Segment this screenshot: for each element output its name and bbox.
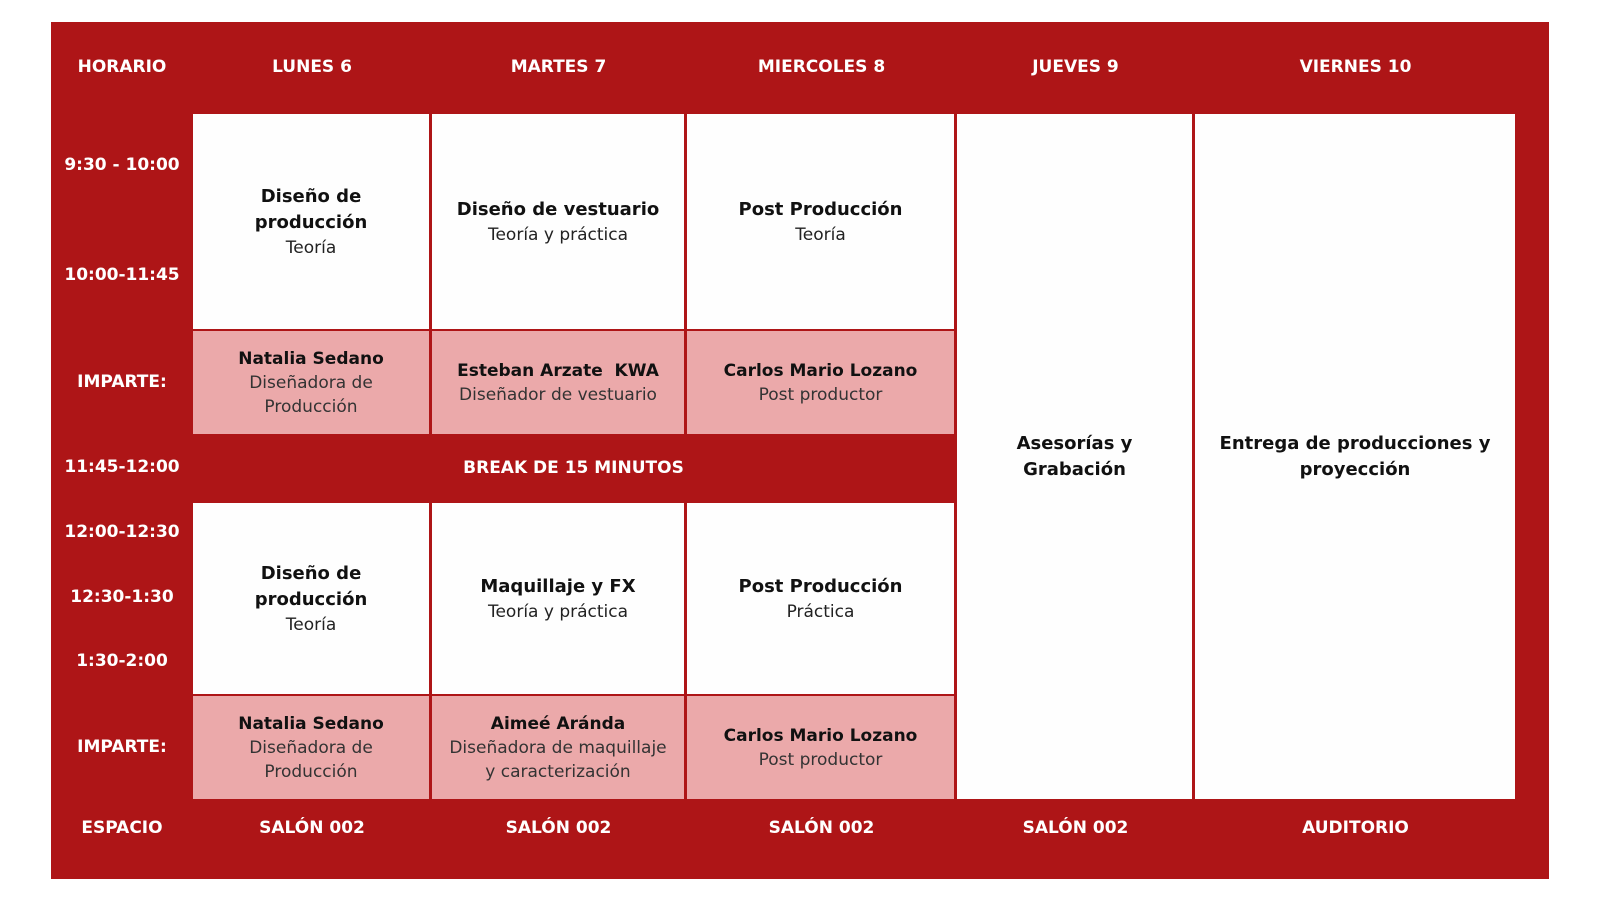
session-wednesday-morning [687, 114, 954, 329]
instructor-wednesday-morning [687, 331, 954, 434]
instructor-tuesday-afternoon [432, 696, 684, 799]
session-title: Post Producción [738, 575, 903, 597]
session-title: Post Producción [738, 198, 903, 220]
instructor-monday-morning [193, 331, 429, 434]
instructor-name: Aimeé Aránda [490, 713, 626, 734]
instructor-role: Diseñadora de maquillaje y caracterización [449, 737, 667, 782]
instructor-monday-afternoon [193, 696, 429, 799]
instructor-name: Natalia Sedano [238, 713, 384, 734]
imparte-label-morning: IMPARTE: [77, 372, 167, 392]
header-horario: HORARIO [77, 57, 167, 77]
instructor-role: Post productor [758, 749, 883, 770]
schedule-board [51, 22, 1549, 879]
session-subtitle: Teoría [285, 614, 337, 635]
imparte-label-afternoon: IMPARTE: [77, 737, 167, 757]
instructor-role: Diseñadora de Producción [249, 372, 373, 417]
session-tuesday-morning [432, 114, 684, 329]
time-slot-5: 1:30-2:00 [76, 651, 168, 671]
time-slot-1: 9:30 - 10:00 [64, 155, 180, 175]
session-thursday [957, 114, 1192, 799]
session-title: Diseño de producción [254, 562, 368, 610]
time-slot-4: 12:30-1:30 [70, 587, 174, 607]
session-wednesday-afternoon [687, 503, 954, 694]
session-title: Maquillaje y FX [480, 575, 636, 597]
instructor-name: Esteban Arzate KWA [457, 360, 659, 381]
header-day-friday: VIERNES 10 [1299, 57, 1412, 77]
break-banner: BREAK DE 15 MINUTOS [463, 458, 684, 478]
session-monday-afternoon [193, 503, 429, 694]
header-day-thursday: JUEVES 9 [1032, 57, 1119, 77]
instructor-role: Diseñador de vestuario [459, 384, 657, 405]
space-wednesday: SALÓN 002 [768, 818, 875, 838]
session-subtitle: Teoría y práctica [487, 601, 629, 622]
session-friday [1195, 114, 1515, 799]
espacio-label: ESPACIO [81, 818, 163, 838]
session-title: Diseño de producción [254, 185, 368, 233]
thursday-activity: Asesorías y Grabación [1016, 432, 1133, 480]
friday-activity: Entrega de producciones y proyección [1219, 432, 1491, 480]
space-monday: SALÓN 002 [259, 818, 365, 838]
instructor-name: Carlos Mario Lozano [723, 360, 918, 381]
space-tuesday: SALÓN 002 [505, 818, 612, 838]
header-day-tuesday: MARTES 7 [510, 57, 607, 77]
instructor-tuesday-morning [432, 331, 684, 434]
session-subtitle: Teoría [795, 224, 846, 245]
session-monday-morning [193, 114, 429, 329]
instructor-name: Carlos Mario Lozano [723, 725, 918, 746]
space-friday: AUDITORIO [1302, 818, 1409, 838]
header-day-wednesday: MIERCOLES 8 [757, 57, 886, 77]
time-slot-break: 11:45-12:00 [64, 457, 180, 477]
session-subtitle: Práctica [786, 601, 855, 622]
instructor-role: Post productor [758, 384, 883, 405]
session-subtitle: Teoría y práctica [487, 224, 629, 245]
instructor-wednesday-afternoon [687, 696, 954, 799]
session-tuesday-afternoon [432, 503, 684, 694]
time-slot-2: 10:00-11:45 [64, 265, 180, 285]
instructor-name: Natalia Sedano [238, 348, 384, 369]
session-subtitle: Teoría [285, 237, 337, 258]
space-thursday: SALÓN 002 [1022, 818, 1129, 838]
header-day-monday: LUNES 6 [272, 57, 352, 77]
session-title: Diseño de vestuario [456, 198, 660, 220]
time-slot-3: 12:00-12:30 [64, 522, 180, 542]
instructor-role: Diseñadora de Producción [249, 737, 373, 782]
